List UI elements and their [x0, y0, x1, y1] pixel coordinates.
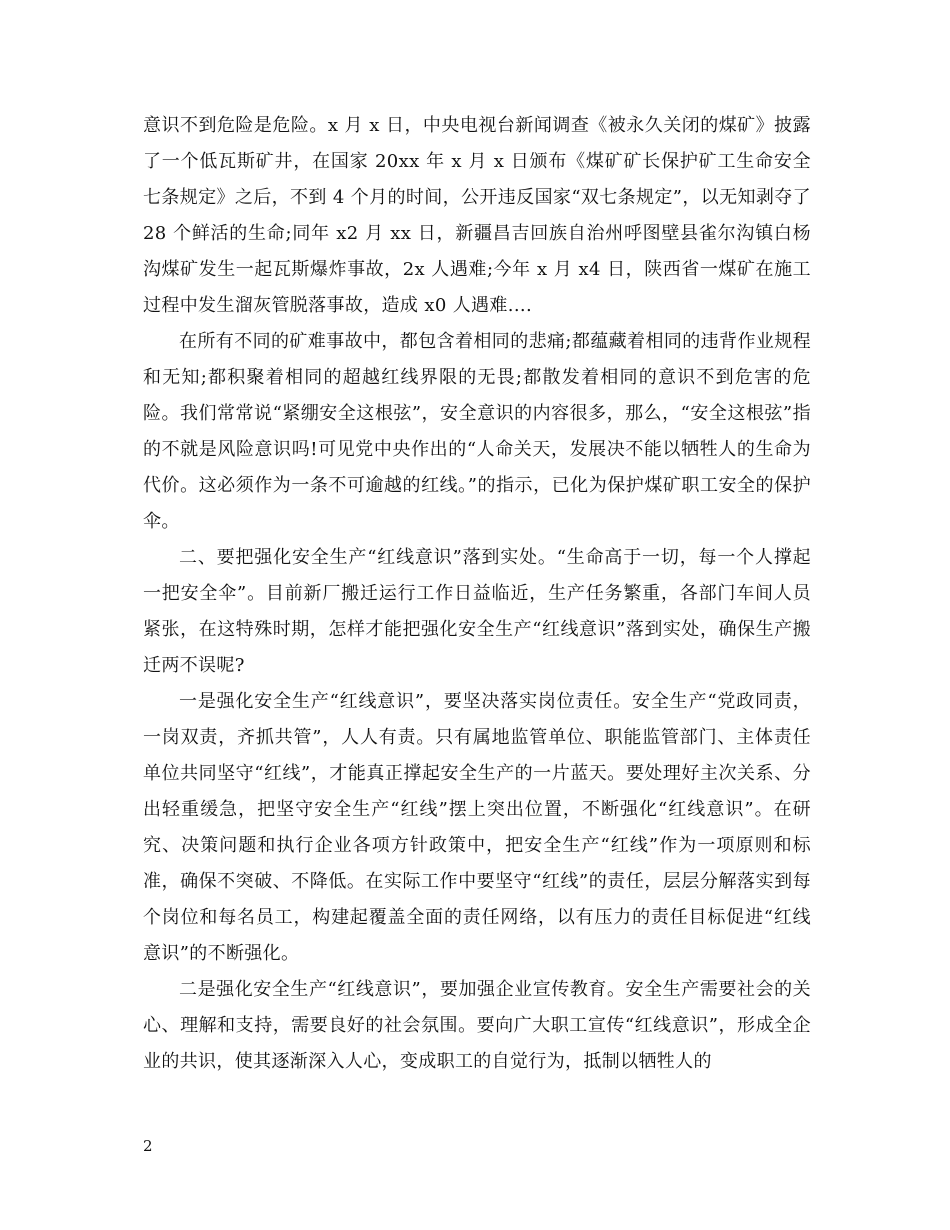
paragraph-continuation: 意识不到危险是危险。x 月 x 日，中央电视台新闻调查《被永久关闭的煤矿》披露了一个低瓦斯矿井，在国家 20xx 年 x 月 x 日颁布《煤矿矿长保护矿工生命安全七条规定》之后，不到 4 个月的时间，公开违反国家“双七条规定”，以无知剥夺了 28 个鲜活的生命;同年 x2 月 xx 日，新疆昌吉回族自治州呼图壁县雀尔沟镇白杨沟煤矿发生一起瓦斯爆炸事故，2x 人遇难;今年 x 月 x4 日，陕西省一煤矿在施工过程中发生溜灰管脱落事故，造成 x0 人遇难.... [143, 115, 811, 316]
paragraph-section-two: 二、要把强化安全生产“红线意识”落到实处。“生命高于一切，每一个人撑起一把安全伞”。目前新厂搬迁运行工作日益临近，生产任务繁重，各部门车间人员紧张，在这特殊时期，怎样才能把强化安全生产“红线意识”落到实处，确保生产搬迁两不误呢? [143, 547, 811, 676]
page-number: 2 [143, 1137, 153, 1155]
paragraph-point-two: 二是强化安全生产“红线意识”，要加强企业宣传教育。安全生产需要社会的关心、理解和支持，需要良好的社会氛围。要向广大职工宣传“红线意识”，形成全企业的共识，使其逐渐深入人心，变成职工的自觉行为，抵制以牺牲人的 [143, 979, 811, 1072]
paragraph-mine-disasters: 在所有不同的矿难事故中，都包含着相同的悲痛;都蕴藏着相同的违背作业规程和无知;都积聚着相同的超越红线界限的无畏;都散发着相同的意识不到危害的危险。我们常常说“紧绷安全这根弦”，安全意识的内容很多，那么，“安全这根弦”指的不就是风险意识吗!可见党中央作出的“人命关天，发展决不能以牺牲人的生命为代价。这必须作为一条不可逾越的红线。”的指示，已化为保护煤矿职工安全的保护伞。 [143, 331, 811, 532]
paragraph-point-one: 一是强化安全生产“红线意识”，要坚决落实岗位责任。安全生产“党政同责，一岗双责，齐抓共管”，人人有责。只有属地监管单位、职能监管部门、主体责任单位共同坚守“红线”，才能真正撑起安全生产的一片蓝天。要处理好主次关系、分出轻重缓急，把坚守安全生产“红线”摆上突出位置，不断强化“红线意识”。在研究、决策问题和执行企业各项方针政策中，把安全生产“红线”作为一项原则和标准，确保不突破、不降低。在实际工作中要坚守“红线”的责任，层层分解落实到每个岗位和每名员工，构建起覆盖全面的责任网络，以有压力的责任目标促进“红线意识”的不断强化。 [143, 691, 811, 964]
body-text [143, 108, 811, 1080]
